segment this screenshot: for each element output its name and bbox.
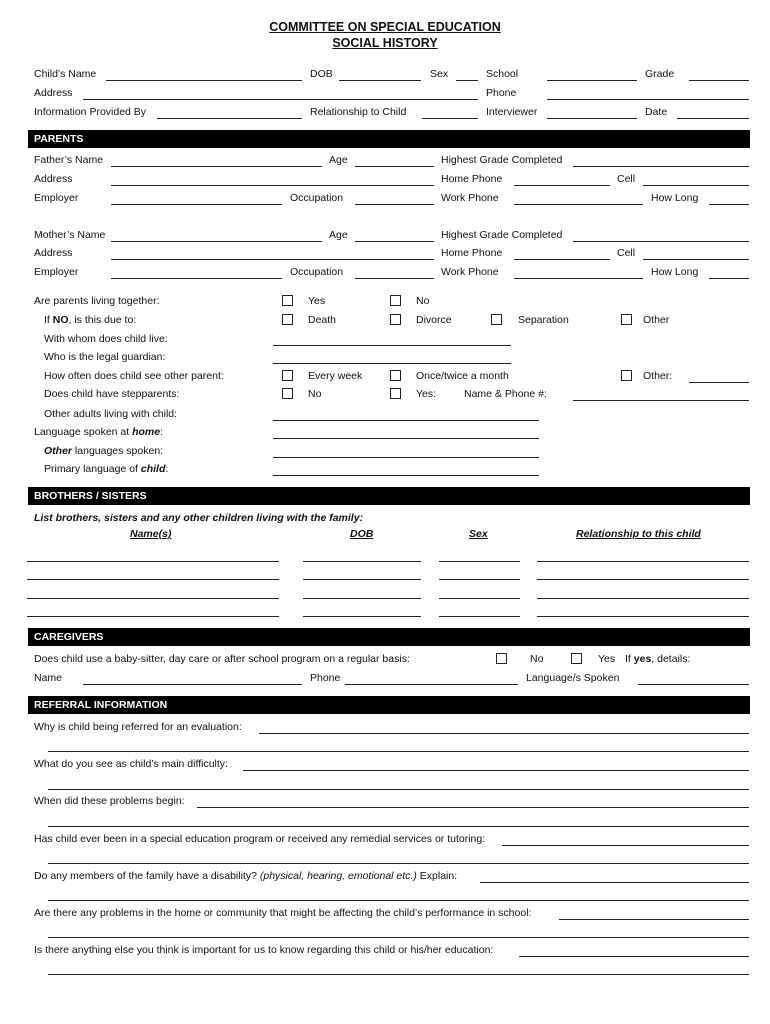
primary-language-field[interactable]	[273, 475, 539, 476]
sex-label: Sex	[430, 68, 449, 80]
father-home-phone-field[interactable]	[514, 185, 610, 186]
name-phone-label: Name & Phone #:	[464, 388, 547, 400]
father-age-field[interactable]	[355, 166, 434, 167]
col-dob-header: DOB	[350, 528, 374, 540]
father-employer-label: Employer	[34, 192, 79, 204]
other-frequency-field[interactable]	[689, 382, 749, 383]
divorce-label: Divorce	[416, 314, 452, 326]
caregiver-no-label: No	[530, 653, 544, 665]
mother-work-phone-field[interactable]	[514, 278, 643, 279]
sibling-sex-field[interactable]	[439, 561, 520, 562]
dob-field[interactable]	[339, 80, 421, 81]
stepparents-label: Does child have stepparents:	[44, 388, 180, 400]
sibling-relationship-field[interactable]	[537, 579, 749, 580]
caregivers-header: CAREGIVERS	[28, 628, 750, 646]
sibling-dob-field[interactable]	[303, 579, 421, 580]
mother-work-phone-label: Work Phone	[441, 266, 499, 278]
col-sex-header: Sex	[469, 528, 488, 540]
caregiver-question: Does child use a baby-sitter, day care or after school program on a regular basis:	[34, 653, 410, 665]
referral-q5-field[interactable]	[480, 882, 749, 883]
referral-q2-label: What do you see as child’s main difficulty:	[34, 758, 228, 770]
mother-name-label: Mother’s Name	[34, 229, 106, 241]
mother-how-long-label: How Long	[651, 266, 699, 278]
father-age-label: Age	[329, 154, 348, 166]
other-reason-checkbox[interactable]	[621, 314, 632, 325]
father-employer-field[interactable]	[111, 204, 282, 205]
mother-age-field[interactable]	[355, 241, 434, 242]
together-no-checkbox[interactable]	[390, 295, 401, 306]
father-name-field[interactable]	[111, 166, 322, 167]
together-yes-checkbox[interactable]	[282, 295, 293, 306]
caregiver-name-label: Name	[34, 672, 63, 684]
mother-home-phone-label: Home Phone	[441, 247, 503, 259]
caregiver-if-yes-label: If yes, details:	[625, 653, 691, 665]
other-reason-label: Other	[643, 314, 670, 326]
mother-how-long-field[interactable]	[709, 278, 749, 279]
separation-checkbox[interactable]	[491, 314, 502, 325]
sibling-dob-field[interactable]	[303, 616, 421, 617]
stepparents-yes-checkbox[interactable]	[390, 388, 401, 399]
separation-label: Separation	[518, 314, 569, 326]
once-twice-checkbox[interactable]	[390, 370, 401, 381]
mother-home-phone-field[interactable]	[514, 259, 610, 260]
mother-cell-field[interactable]	[643, 259, 749, 260]
referral-q4-label: Has child ever been in a special education program or received any remedial services or tutoring:	[34, 833, 486, 845]
father-cell-label: Cell	[617, 173, 636, 185]
referral-q7-field-2[interactable]	[48, 974, 749, 975]
sibling-relationship-field[interactable]	[537, 598, 749, 599]
stepparents-no-checkbox[interactable]	[282, 388, 293, 399]
school-field[interactable]	[547, 80, 637, 81]
mother-occupation-label: Occupation	[290, 266, 344, 278]
sibling-dob-field[interactable]	[303, 598, 421, 599]
together-no-label: No	[416, 295, 430, 307]
referral-q1-label: Why is child being referred for an evaluation:	[34, 721, 242, 733]
together-yes-label: Yes	[308, 295, 326, 307]
legal-guardian-label: Who is the legal guardian:	[44, 351, 166, 363]
caregiver-no-checkbox[interactable]	[496, 653, 507, 664]
father-occupation-field[interactable]	[355, 204, 434, 205]
referral-q6-field-2[interactable]	[48, 937, 749, 938]
caregiver-language-field[interactable]	[638, 684, 749, 685]
how-often-label: How often does child see other parent:	[44, 370, 224, 382]
language-home-field[interactable]	[273, 438, 539, 439]
interviewer-field[interactable]	[547, 118, 637, 119]
primary-language-label: Primary language of child:	[44, 463, 169, 475]
father-address-label: Address	[34, 173, 73, 185]
referral-q7-label: Is there anything else you think is important for us to know regarding this child or his/her education:	[34, 944, 494, 956]
address-label: Address	[34, 87, 73, 99]
father-how-long-field[interactable]	[709, 204, 749, 205]
sibling-name-field[interactable]	[27, 598, 279, 599]
father-work-phone-label: Work Phone	[441, 192, 499, 204]
other-frequency-checkbox[interactable]	[621, 370, 632, 381]
grade-field[interactable]	[689, 80, 749, 81]
sibling-name-field[interactable]	[27, 561, 279, 562]
referral-q7-field[interactable]	[519, 956, 749, 957]
father-how-long-label: How Long	[651, 192, 699, 204]
dob-label: DOB	[310, 68, 333, 80]
father-grade-field[interactable]	[573, 166, 749, 167]
father-name-label: Father’s Name	[34, 154, 104, 166]
parents-header: PARENTS	[28, 130, 750, 148]
referral-q6-label: Are there any problems in the home or community that might be affecting the child’s performance in school:	[34, 907, 532, 919]
father-work-phone-field[interactable]	[514, 204, 643, 205]
living-together-label: Are parents living together:	[34, 295, 160, 307]
if-no-label: If NO, is this due to:	[44, 314, 137, 326]
father-cell-field[interactable]	[643, 185, 749, 186]
sibling-name-field[interactable]	[27, 579, 279, 580]
caregiver-language-label: Language/s Spoken	[526, 672, 620, 684]
mother-address-label: Address	[34, 247, 73, 259]
referral-q3-field-2[interactable]	[48, 826, 749, 827]
form-title: COMMITTEE ON SPECIAL EDUCATION	[269, 20, 501, 34]
date-field[interactable]	[677, 118, 749, 119]
other-languages-label: Other languages spoken:	[44, 445, 164, 457]
referral-q2-field[interactable]	[243, 770, 749, 771]
sibling-relationship-field[interactable]	[537, 561, 749, 562]
form-subtitle: SOCIAL HISTORY	[332, 36, 438, 50]
date-label: Date	[645, 106, 668, 118]
mother-address-field[interactable]	[111, 259, 434, 260]
father-grade-label: Highest Grade Completed	[441, 154, 563, 166]
death-checkbox[interactable]	[282, 314, 293, 325]
mother-employer-label: Employer	[34, 266, 79, 278]
referral-q4-field[interactable]	[502, 845, 749, 846]
referral-q6-field[interactable]	[559, 919, 749, 920]
relationship-label: Relationship to Child	[310, 106, 407, 118]
sibling-sex-field[interactable]	[439, 616, 520, 617]
legal-guardian-field[interactable]	[273, 363, 511, 364]
stepparents-no-label: No	[308, 388, 322, 400]
referral-q1-field-2[interactable]	[48, 751, 749, 752]
stepparents-yes-label: Yes:	[416, 388, 437, 400]
siblings-instruction: List brothers, sisters and any other children living with the family:	[34, 512, 364, 524]
school-label: School	[486, 68, 519, 80]
info-provided-field[interactable]	[157, 118, 302, 119]
referral-header: REFERRAL INFORMATION	[28, 696, 750, 714]
relationship-field[interactable]	[422, 118, 478, 119]
interviewer-label: Interviewer	[486, 106, 538, 118]
sibling-sex-field[interactable]	[439, 598, 520, 599]
referral-q3-field[interactable]	[197, 807, 749, 808]
mother-name-field[interactable]	[111, 241, 322, 242]
language-home-label: Language spoken at home:	[34, 426, 164, 438]
every-week-checkbox[interactable]	[282, 370, 293, 381]
father-address-field[interactable]	[111, 185, 434, 186]
name-phone-field[interactable]	[573, 400, 749, 401]
caregiver-name-field[interactable]	[83, 684, 302, 685]
mother-grade-field[interactable]	[573, 241, 749, 242]
divorce-checkbox[interactable]	[390, 314, 401, 325]
col-relationship-header: Relationship to this child	[576, 528, 701, 540]
other-languages-field[interactable]	[273, 457, 539, 458]
other-adults-field[interactable]	[273, 420, 539, 421]
whom-live-field[interactable]	[273, 345, 511, 346]
sex-field[interactable]	[456, 80, 478, 81]
referral-q4-field-2[interactable]	[48, 863, 749, 864]
sibling-sex-field[interactable]	[439, 579, 520, 580]
referral-q2-field-2[interactable]	[48, 789, 749, 790]
mother-grade-label: Highest Grade Completed	[441, 229, 563, 241]
phone-field[interactable]	[547, 99, 749, 100]
address-field[interactable]	[83, 99, 478, 100]
mother-occupation-field[interactable]	[355, 278, 434, 279]
siblings-header: BROTHERS / SISTERS	[28, 487, 750, 505]
child-name-field[interactable]	[106, 80, 302, 81]
child-name-label: Child’s Name	[34, 68, 97, 80]
referral-q5-label: Do any members of the family have a disability? (physical, hearing, emotional etc.) Explain:	[34, 870, 458, 882]
whom-live-label: With whom does child live:	[44, 333, 168, 345]
sibling-name-field[interactable]	[27, 616, 279, 617]
grade-label: Grade	[645, 68, 675, 80]
caregiver-phone-field[interactable]	[345, 684, 518, 685]
referral-q3-label: When did these problems begin:	[34, 795, 185, 807]
other-adults-label: Other adults living with child:	[44, 408, 178, 420]
phone-label: Phone	[486, 87, 517, 99]
mother-employer-field[interactable]	[111, 278, 282, 279]
once-twice-label: Once/twice a month	[416, 370, 509, 382]
father-occupation-label: Occupation	[290, 192, 344, 204]
info-provided-label: Information Provided By	[34, 106, 147, 118]
col-name-header: Name(s)	[130, 528, 172, 540]
mother-cell-label: Cell	[617, 247, 636, 259]
referral-q5-field-2[interactable]	[48, 900, 749, 901]
referral-q1-field[interactable]	[259, 733, 749, 734]
caregiver-phone-label: Phone	[310, 672, 341, 684]
every-week-label: Every week	[308, 370, 363, 382]
caregiver-yes-label: Yes	[598, 653, 616, 665]
sibling-dob-field[interactable]	[303, 561, 421, 562]
father-home-phone-label: Home Phone	[441, 173, 503, 185]
mother-age-label: Age	[329, 229, 348, 241]
death-label: Death	[308, 314, 337, 326]
caregiver-yes-checkbox[interactable]	[571, 653, 582, 664]
sibling-relationship-field[interactable]	[537, 616, 749, 617]
other-frequency-label: Other:	[643, 370, 673, 382]
